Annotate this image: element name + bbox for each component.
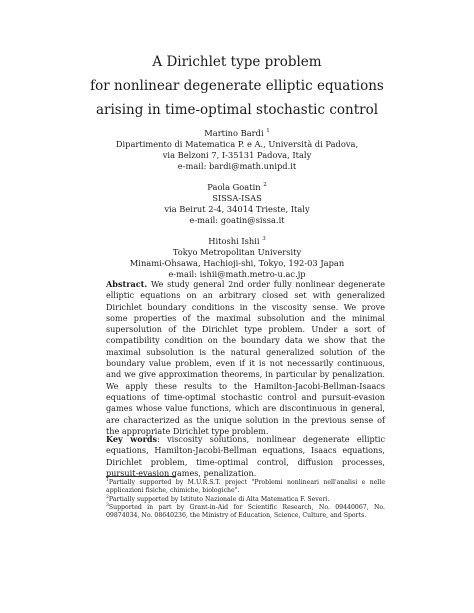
affiliation-line: SISSA-ISAS	[212, 193, 262, 203]
author-list	[0, 128, 474, 290]
affiliation-line: Tokyo Metropolitan University	[172, 247, 302, 257]
footnote-text: Partially supported by Istituto Nazionale di Alta Matematica F. Severi.	[108, 495, 330, 503]
footnote-mark: 2	[263, 182, 267, 189]
footnote-2	[106, 496, 385, 504]
footnote-mark: 1	[266, 128, 270, 135]
author-block-bardi	[0, 128, 474, 172]
footnote-mark: 3	[262, 236, 266, 243]
author-block-goatin	[0, 182, 474, 226]
email-line: e-mail: ishii@math.metro-u.ac.jp	[168, 269, 306, 279]
title-line-2: for nonlinear degenerate elliptic equations	[90, 78, 384, 94]
footnote-mark: 2	[106, 494, 109, 500]
address-line: via Beirut 2-4, 34014 Trieste, Italy	[164, 204, 310, 214]
abstract-label: Abstract.	[106, 279, 148, 289]
address-line: Minami-Ohsawa, Hachioji-shi, Tokyo, 192-03 Japan	[129, 258, 345, 268]
email-line: e-mail: goatin@sissa.it	[189, 215, 285, 225]
abstract-text: We study general 2nd order fully nonlinear degenerate elliptic equations on an arbitrary closed set with generalized Dirichlet boundary conditions in the viscosity sense. We prove some properties of the maximal subsolution and the minimal supersolution of the Dirichlet type problem. Under a sort of compatibility condition on the boundary data we show that the maximal subsolution is the natural generalized solution of the boundary value problem, even if it is not necessarily continuous, and we give approximation theorems, in particular by penalization. We apply these results to the Hamilton-Jacobi-Bellman-Isaacs equations of time-optimal stochastic control and pursuit-evasion games whose value functions, which are discontinuous in general, are characterized as the unique solution in the previous sense of the appropriate Dirichlet type problem.	[106, 279, 385, 436]
footnote-1	[106, 479, 385, 496]
email-line: e-mail: bardi@math.unipd.it	[177, 161, 297, 171]
address-line: via Belzoni 7, I-35131 Padova, Italy	[162, 150, 312, 160]
title-line-1: A Dirichlet type problem	[152, 54, 322, 70]
footnotes	[106, 479, 385, 520]
author-name: Martino Bardi	[204, 128, 264, 138]
paper-title	[0, 52, 474, 124]
abstract	[106, 279, 385, 437]
footnote-text: Partially supported by M.U.R.S.T. project "Problemi nonlineari nell'analisi e nelle applicazioni fisiche, chimiche, biologiche".	[106, 479, 385, 495]
footnote-mark: 1	[106, 477, 109, 483]
affiliation-line: Dipartimento di Matematica P. e A., Università di Padova,	[115, 139, 359, 149]
keywords	[106, 434, 385, 479]
footnote-divider	[106, 476, 176, 477]
keywords-label: Key words	[106, 434, 158, 444]
footnote-3	[106, 504, 385, 521]
keywords-text: : viscosity solutions, nonlinear degenerate elliptic equations, Hamilton-Jacobi-Bellman equations, Isaacs equations, Dirichlet problem, time-optimal control, diffusion processes, pursuit-evasion games, penalization.	[106, 434, 385, 478]
author-name: Hitoshi Ishii	[208, 236, 260, 246]
footnote-text: Supported in part by Grant-in-Aid for Scientific Research, No. 09440067, No. 09874034, No. 08640236, the Ministry of Education, Science, Culture, and Sports.	[106, 503, 385, 520]
footnote-mark: 3	[106, 502, 109, 508]
author-name: Paola Goatin	[207, 182, 261, 192]
title-line-3: arising in time-optimal stochastic control	[95, 102, 379, 118]
author-block-ishii	[0, 236, 474, 280]
